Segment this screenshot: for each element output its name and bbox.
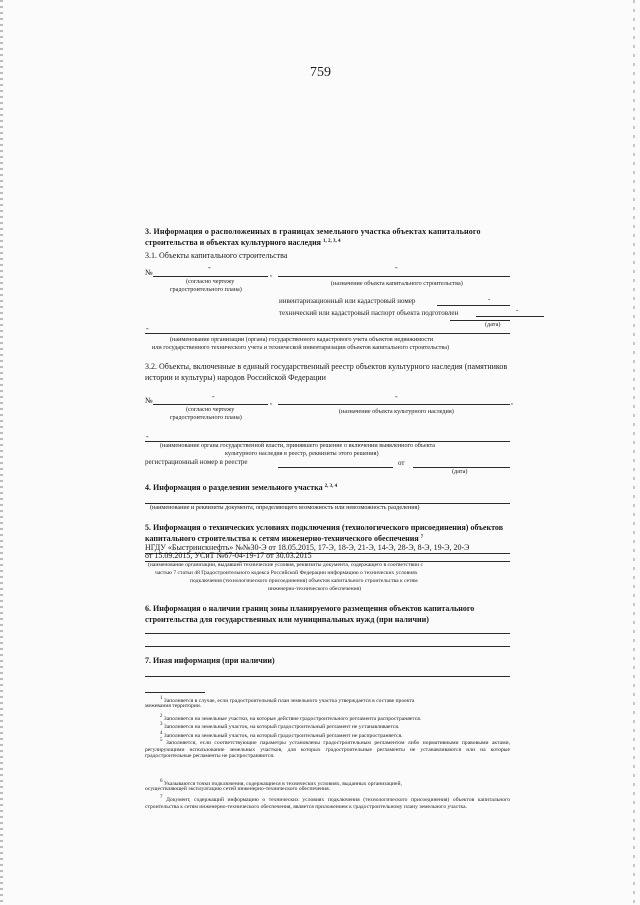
chart-caption-2: градостроительного плана) xyxy=(170,286,242,293)
section-5-caption-1: (наименование организации, выдавшей технические условия, реквизиты документа, содержащего в соответствии с xyxy=(148,562,423,568)
object-purpose-line xyxy=(278,276,510,277)
org-name-line xyxy=(145,333,510,334)
gov-caption-1: (наименование органа государственной власти, принявшего решение о включении выявленного объекта xyxy=(160,442,436,449)
cultural-object-line xyxy=(278,404,510,405)
tech-passport-line xyxy=(476,316,544,317)
cultural-object-caption: (назначение объекта культурного наследия) xyxy=(339,408,454,415)
section-5-heading-line-2: капитального строительства к сетям инженерно-технического обеспечения $^7$ xyxy=(145,534,424,543)
comma-separator-2: , xyxy=(270,397,272,406)
footnote-5: 5 Заполняется, если соответствующие параметры установлены градостроительным регламентом либо нормативными правовыми актами, регулирующими использование земельных участков, для которых градостроительные регламенты не устанавливаются или на которые градостроительные регламенты не распространяются. xyxy=(145,738,511,760)
object-purpose-caption: (назначение объекта капитального строительства) xyxy=(331,280,463,287)
chart-number-line xyxy=(153,276,268,277)
chart-caption-3: (согласно чертежу xyxy=(186,406,235,413)
section-3-2-title-line-2: истории и культуры) народов Российской Федерации xyxy=(145,373,326,382)
object-purpose-value: - xyxy=(395,263,398,272)
org-caption-1: (наименование организации (органа) государственного кадастрового учета объектов недвижимости xyxy=(170,336,434,343)
gov-body-value: - xyxy=(146,432,149,441)
inventory-number-value: - xyxy=(488,295,491,303)
org-name-value: - xyxy=(146,324,149,333)
footnote-4: 4 Заполняется на земельный участок, на который градостроительный регламент не распространяется. xyxy=(160,731,403,739)
comma-separator-3: , xyxy=(511,397,513,406)
number-sign: № xyxy=(145,268,153,277)
footnote-2: 2 Заполняется на земельные участки, на которые действие градостроительного регламента распространяется. xyxy=(160,714,422,722)
footnote-6-line-2: осуществляющей эксплуатацию сетей инженерно-технического обеспечения. xyxy=(145,786,331,792)
footnote-7: 7 Документ, содержащий информацию о технических условиях подключения (технологического присоединения) объектов капитального строительства к сетям инженерно-технического обеспечения, является приложением к градостроительному плану земельного участка. xyxy=(145,795,510,810)
registry-date-caption: (дата) xyxy=(452,468,468,475)
section-5-value-line-1: НГДУ «Быстринскнефть» №№30-Э от 18.05.2015, 17-Э, 18-Э, 21-Э, 14-Э, 28-Э, 8-Э, 19-Э, 20-Э xyxy=(145,543,470,552)
section-6-heading-line-1: 6. Информация о наличии границ зоны планируемого размещения объектов капитального xyxy=(145,604,475,613)
date-line xyxy=(450,320,510,321)
registry-number-label: регистрационный номер в реестре xyxy=(145,458,248,466)
section-7-heading: 7. Иная информация (при наличии) xyxy=(145,656,275,665)
footnote-3: 3 Заполняется на земельный участок, на который градостроительный регламент не устанавливается. xyxy=(160,722,400,730)
footnote-1-line-1: 1 Заполняется в случае, если градостроительный план земельного участка утверждается в составе проекта xyxy=(160,696,415,704)
section-3-heading-line-2: строительства и объектах культурного наследия $^{1, 2, 3, 4}$ xyxy=(145,238,341,247)
section-5-caption-2: частью 7 статьи 48 Градостроительного кодекса Российской Федерации информацию о технических условиях xyxy=(155,570,418,576)
chart-number-value: - xyxy=(208,263,211,272)
section-3-1-title: 3.1. Объекты капитального строительства xyxy=(145,251,288,260)
chart-number-line-2 xyxy=(153,404,268,405)
section-5-heading-line-1: 5. Информация о технических условиях подключения (технологического присоединения) объектов xyxy=(145,523,504,532)
section-6-heading-line-2: строительства для государственных или муниципальных нужд (при наличии) xyxy=(145,615,429,624)
chart-caption-4: градостроительного плана) xyxy=(170,414,242,421)
section-4-heading: 4. Информация о разделении земельного участка $^{2, 3, 4}$ xyxy=(145,483,338,492)
scan-edge-left xyxy=(0,0,3,905)
section-5-caption-3: подключения (технологического присоединения) объектов капитального строительства к сетям xyxy=(190,578,418,584)
date-caption: (дата) xyxy=(485,321,501,328)
footnote-1-line-2: межевания территории. xyxy=(145,703,202,709)
gov-caption-2: культурного наследия в реестр, реквизиты этого решения) xyxy=(225,450,379,457)
number-sign-2: № xyxy=(145,396,153,405)
registry-number-line xyxy=(278,467,393,468)
comma-separator: , xyxy=(270,269,272,278)
cultural-object-value: - xyxy=(395,392,398,401)
section-5-value-line-2: от 15.09.2015, УСиТ №67-04-19-17 от 30.03.2015 xyxy=(145,551,312,560)
section-3-heading-line-1: 3. Информация о расположенных в границах земельного участка объектах капитального xyxy=(145,227,481,236)
section-5-caption-4: инженерно-технического обеспечения) xyxy=(268,586,362,592)
chart-caption-1: (согласно чертежу xyxy=(186,278,235,285)
footnote-6-line-1: 6 Указываются точки подключения, содержащиеся в технических условиях, выданных организацией, xyxy=(160,779,402,787)
tech-passport-value: - xyxy=(516,306,519,314)
org-caption-2: или государственного технического учета и технической инвентаризации объектов капитального строительства) xyxy=(152,344,449,351)
scan-edge-right xyxy=(633,0,635,905)
tech-passport-label: технический или кадастровый паспорт объекта подготовлен xyxy=(279,309,459,317)
page-number: 759 xyxy=(310,65,331,80)
chart-number-value-2: - xyxy=(212,392,215,401)
section-6-line-1 xyxy=(145,633,510,634)
registry-from-label: от xyxy=(398,459,405,467)
section-7-line xyxy=(145,676,510,677)
section-3-2-title-line-1: 3.2. Объекты, включенные в единый государственный реестр объектов культурного наследия (памятников xyxy=(145,362,508,371)
footnote-separator xyxy=(145,692,205,693)
section-4-caption: (наименование и реквизиты документа, определяющего возможность или невозможность разделения) xyxy=(150,504,420,511)
inventory-number-label: инвентаризационный или кадастровый номер xyxy=(279,297,416,305)
inventory-number-line xyxy=(437,305,510,306)
section-6-line-2 xyxy=(145,646,510,647)
